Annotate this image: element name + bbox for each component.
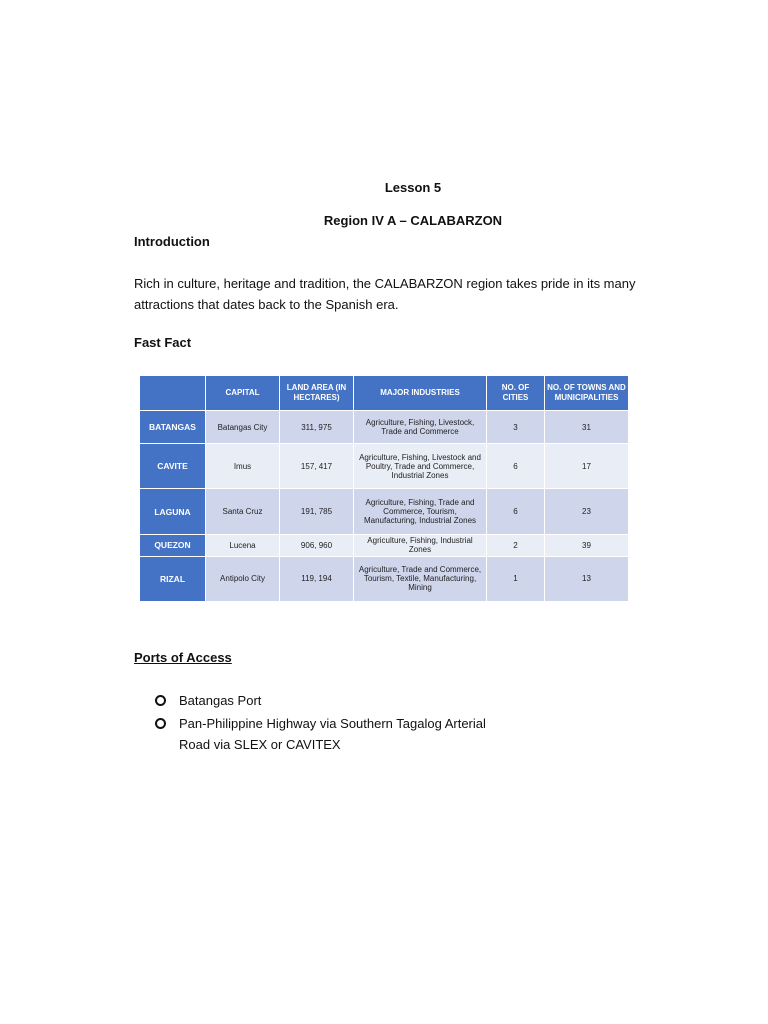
header-no-of-cities: NO. OF CITIES bbox=[487, 376, 545, 411]
land-area-cell: 119, 194 bbox=[280, 556, 354, 601]
fast-fact-table bbox=[139, 375, 629, 602]
header-no-of-towns: NO. OF TOWNS AND MUNICIPALITIES bbox=[545, 376, 629, 411]
circle-bullet-icon bbox=[155, 718, 166, 729]
table-row bbox=[140, 411, 629, 444]
capital-cell: Antipolo City bbox=[206, 556, 280, 601]
header-major-industries: MAJOR INDUSTRIES bbox=[354, 376, 487, 411]
cities-cell: 1 bbox=[487, 556, 545, 601]
table-header-row bbox=[140, 376, 629, 411]
industries-cell: Agriculture, Fishing, Trade and Commerce, Tourism, Manufacturing, Industrial Zones bbox=[354, 489, 487, 534]
towns-cell: 31 bbox=[545, 411, 629, 444]
cities-cell: 3 bbox=[487, 411, 545, 444]
cities-cell: 2 bbox=[487, 534, 545, 556]
region-title: Region IV A – CALABARZON bbox=[323, 213, 503, 228]
capital-cell: Batangas City bbox=[206, 411, 280, 444]
cities-cell: 6 bbox=[487, 444, 545, 489]
port-line-continued: Road via SLEX or CAVITEX bbox=[179, 737, 341, 752]
capital-cell: Imus bbox=[206, 444, 280, 489]
table-row bbox=[140, 489, 629, 534]
land-area-cell: 191, 785 bbox=[280, 489, 354, 534]
list-item bbox=[155, 690, 486, 711]
industries-cell: Agriculture, Trade and Commerce, Tourism, Textile, Manufacturing, Mining bbox=[354, 556, 487, 601]
ports-of-access-heading: Ports of Access bbox=[134, 650, 232, 665]
introduction-paragraph: Rich in culture, heritage and tradition, the CALABARZON region takes pride in its many attractions that dates back to the Spanish era. bbox=[134, 276, 636, 312]
introduction-heading: Introduction bbox=[134, 234, 210, 249]
land-area-cell: 311, 975 bbox=[280, 411, 354, 444]
table-row bbox=[140, 534, 629, 556]
towns-cell: 17 bbox=[545, 444, 629, 489]
circle-bullet-icon bbox=[155, 695, 166, 706]
port-line: Batangas Port bbox=[179, 693, 262, 708]
table-row bbox=[140, 556, 629, 601]
land-area-cell: 906, 960 bbox=[280, 534, 354, 556]
province-cell: RIZAL bbox=[140, 556, 206, 601]
towns-cell: 23 bbox=[545, 489, 629, 534]
capital-cell: Lucena bbox=[206, 534, 280, 556]
industries-cell: Agriculture, Fishing, Livestock and Poultry, Trade and Commerce, Industrial Zones bbox=[354, 444, 487, 489]
lesson-title: Lesson 5 bbox=[384, 180, 442, 195]
province-cell: LAGUNA bbox=[140, 489, 206, 534]
ports-list bbox=[155, 690, 486, 757]
province-cell: CAVITE bbox=[140, 444, 206, 489]
industries-cell: Agriculture, Fishing, Livestock, Trade and Commerce bbox=[354, 411, 487, 444]
land-area-cell: 157, 417 bbox=[280, 444, 354, 489]
port-line: Pan-Philippine Highway via Southern Tagalog Arterial bbox=[179, 716, 486, 731]
towns-cell: 39 bbox=[545, 534, 629, 556]
province-cell: BATANGAS bbox=[140, 411, 206, 444]
fast-fact-heading: Fast Fact bbox=[134, 335, 192, 350]
header-capital: CAPITAL bbox=[206, 376, 280, 411]
towns-cell: 13 bbox=[545, 556, 629, 601]
list-item bbox=[155, 713, 486, 755]
industries-cell: Agriculture, Fishing, Industrial Zones bbox=[354, 534, 487, 556]
table-row bbox=[140, 444, 629, 489]
capital-cell: Santa Cruz bbox=[206, 489, 280, 534]
header-land-area: LAND AREA (IN HECTARES) bbox=[280, 376, 354, 411]
cities-cell: 6 bbox=[487, 489, 545, 534]
province-cell: QUEZON bbox=[140, 534, 206, 556]
header-corner-cell bbox=[140, 376, 206, 411]
